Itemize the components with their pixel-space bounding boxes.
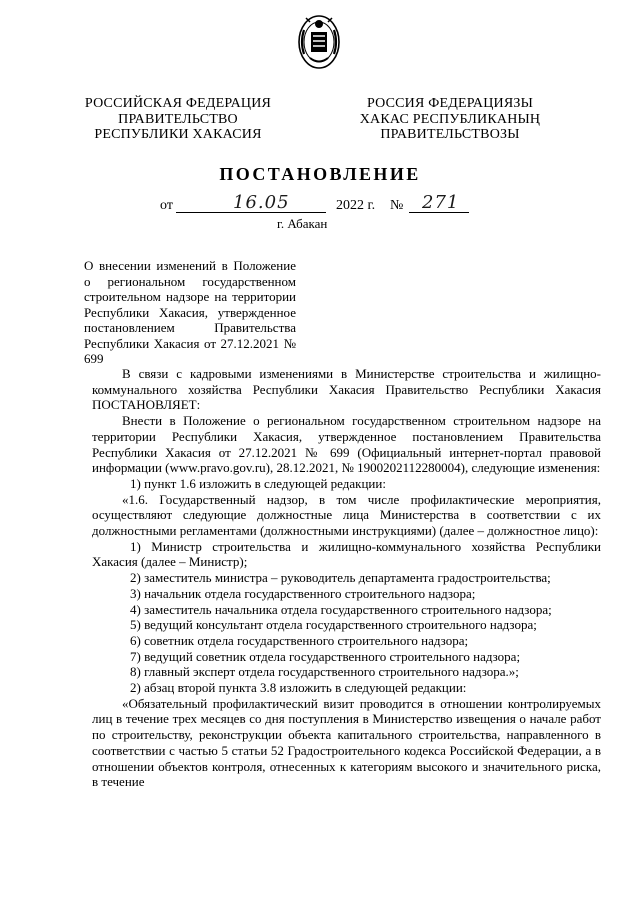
header-right-line: РОССИЯ ФЕДЕРАЦИЯЗЫ: [366, 96, 534, 111]
header-left-line: РЕСПУБЛИКИ ХАКАСИЯ: [94, 127, 262, 142]
city-name: г. Абакан: [277, 216, 328, 231]
handwritten-date: 16.05: [233, 192, 290, 213]
document-year: 2022 г.: [336, 198, 376, 213]
document-subject: [84, 258, 296, 367]
body-paragraph: 7) ведущий советник отдела государственного строительного надзора;: [130, 648, 521, 664]
header-left-line: РОССИЙСКАЯ ФЕДЕРАЦИЯ: [84, 96, 272, 111]
body-paragraph: 3) начальник отдела государственного строительного надзора;: [130, 585, 476, 601]
body-paragraph: 1) Министр строительства и жилищно-коммунального хозяйства Республики Хакасия (далее – Министр);: [92, 538, 601, 570]
date-prefix: от: [160, 198, 173, 213]
body-paragraph: 4) заместитель начальника отдела государственного строительного надзора;: [130, 601, 552, 617]
header-right-block: [350, 96, 550, 143]
number-sign: №: [390, 198, 404, 213]
body-paragraph: 2) абзац второй пункта 3.8 изложить в следующей редакции:: [130, 680, 467, 696]
body-paragraph: «Обязательный профилактический визит проводится в отношении контролируемых лиц в течение трех месяцев со дня поступления в Министерство извещения о начале работ по строительству, реконструкции объекта капитального строительства, направленного в соответствии с частью 5 статьи 52 Градостроительного кодекса Российской Федерации, а в отношении объектов контроля, отнесенных к категориям высокого и значительного риска, в течение: [92, 695, 601, 790]
coat-of-arms-emblem: [296, 12, 342, 72]
document-body: [92, 366, 601, 790]
subject-text: О внесении изменений в Положение о региональном государственном строительном надзоре на территории Республики Хакасия, утвержденное постановлением Правительства Республики Хакасия от 27.12.2021 № 699: [84, 258, 296, 366]
handwritten-number: 271: [422, 192, 460, 213]
header-left-line: ПРАВИТЕЛЬСТВО: [118, 111, 238, 127]
body-paragraph: 6) советник отдела государственного строительного надзора;: [130, 632, 469, 648]
header-left-block: [84, 96, 272, 143]
document-type-title: ПОСТАНОВЛЕНИЕ: [219, 164, 421, 184]
body-paragraph: 5) ведущий консультант отдела государственного строительного надзора;: [130, 617, 537, 633]
body-paragraph: «1.6. Государственный надзор, в том числе профилактические мероприятия, осуществляют следующие должностные лица Министерства в соответствии с их должностными регламентами (должностными инструкциями) (далее – должностное лицо):: [92, 491, 601, 539]
body-paragraph: 1) пункт 1.6 изложить в следующей редакции:: [130, 475, 386, 491]
body-paragraph: 2) заместитель министра – руководитель департамента градостроительства;: [130, 570, 551, 586]
body-paragraph: 8) главный эксперт отдела государственного строительного надзора.»;: [130, 664, 519, 680]
body-paragraph: В связи с кадровыми изменениями в Министерстве строительства и жилищно-коммунального хозяйства Республики Хакасия Правительство Республики Хакасия ПОСТАНОВЛЯЕТ:: [92, 366, 601, 413]
header-right-line: ХАКАС РЕСПУБЛИКАНЫҢ: [359, 111, 541, 127]
header-right-line: ПРАВИТЕЛЬСТВОЗЫ: [380, 127, 520, 142]
body-paragraph: Внести в Положение о региональном государственном строительном надзоре на территории Республики Хакасия, утвержденное постановлением Правительства Республики Хакасия от 27.12.2021 № 699 (Официальный интернет-портал правовой информации (www.pravo.gov.ru), 28.12.2021, № 1900202112280004), следующие изменения:: [92, 413, 601, 476]
